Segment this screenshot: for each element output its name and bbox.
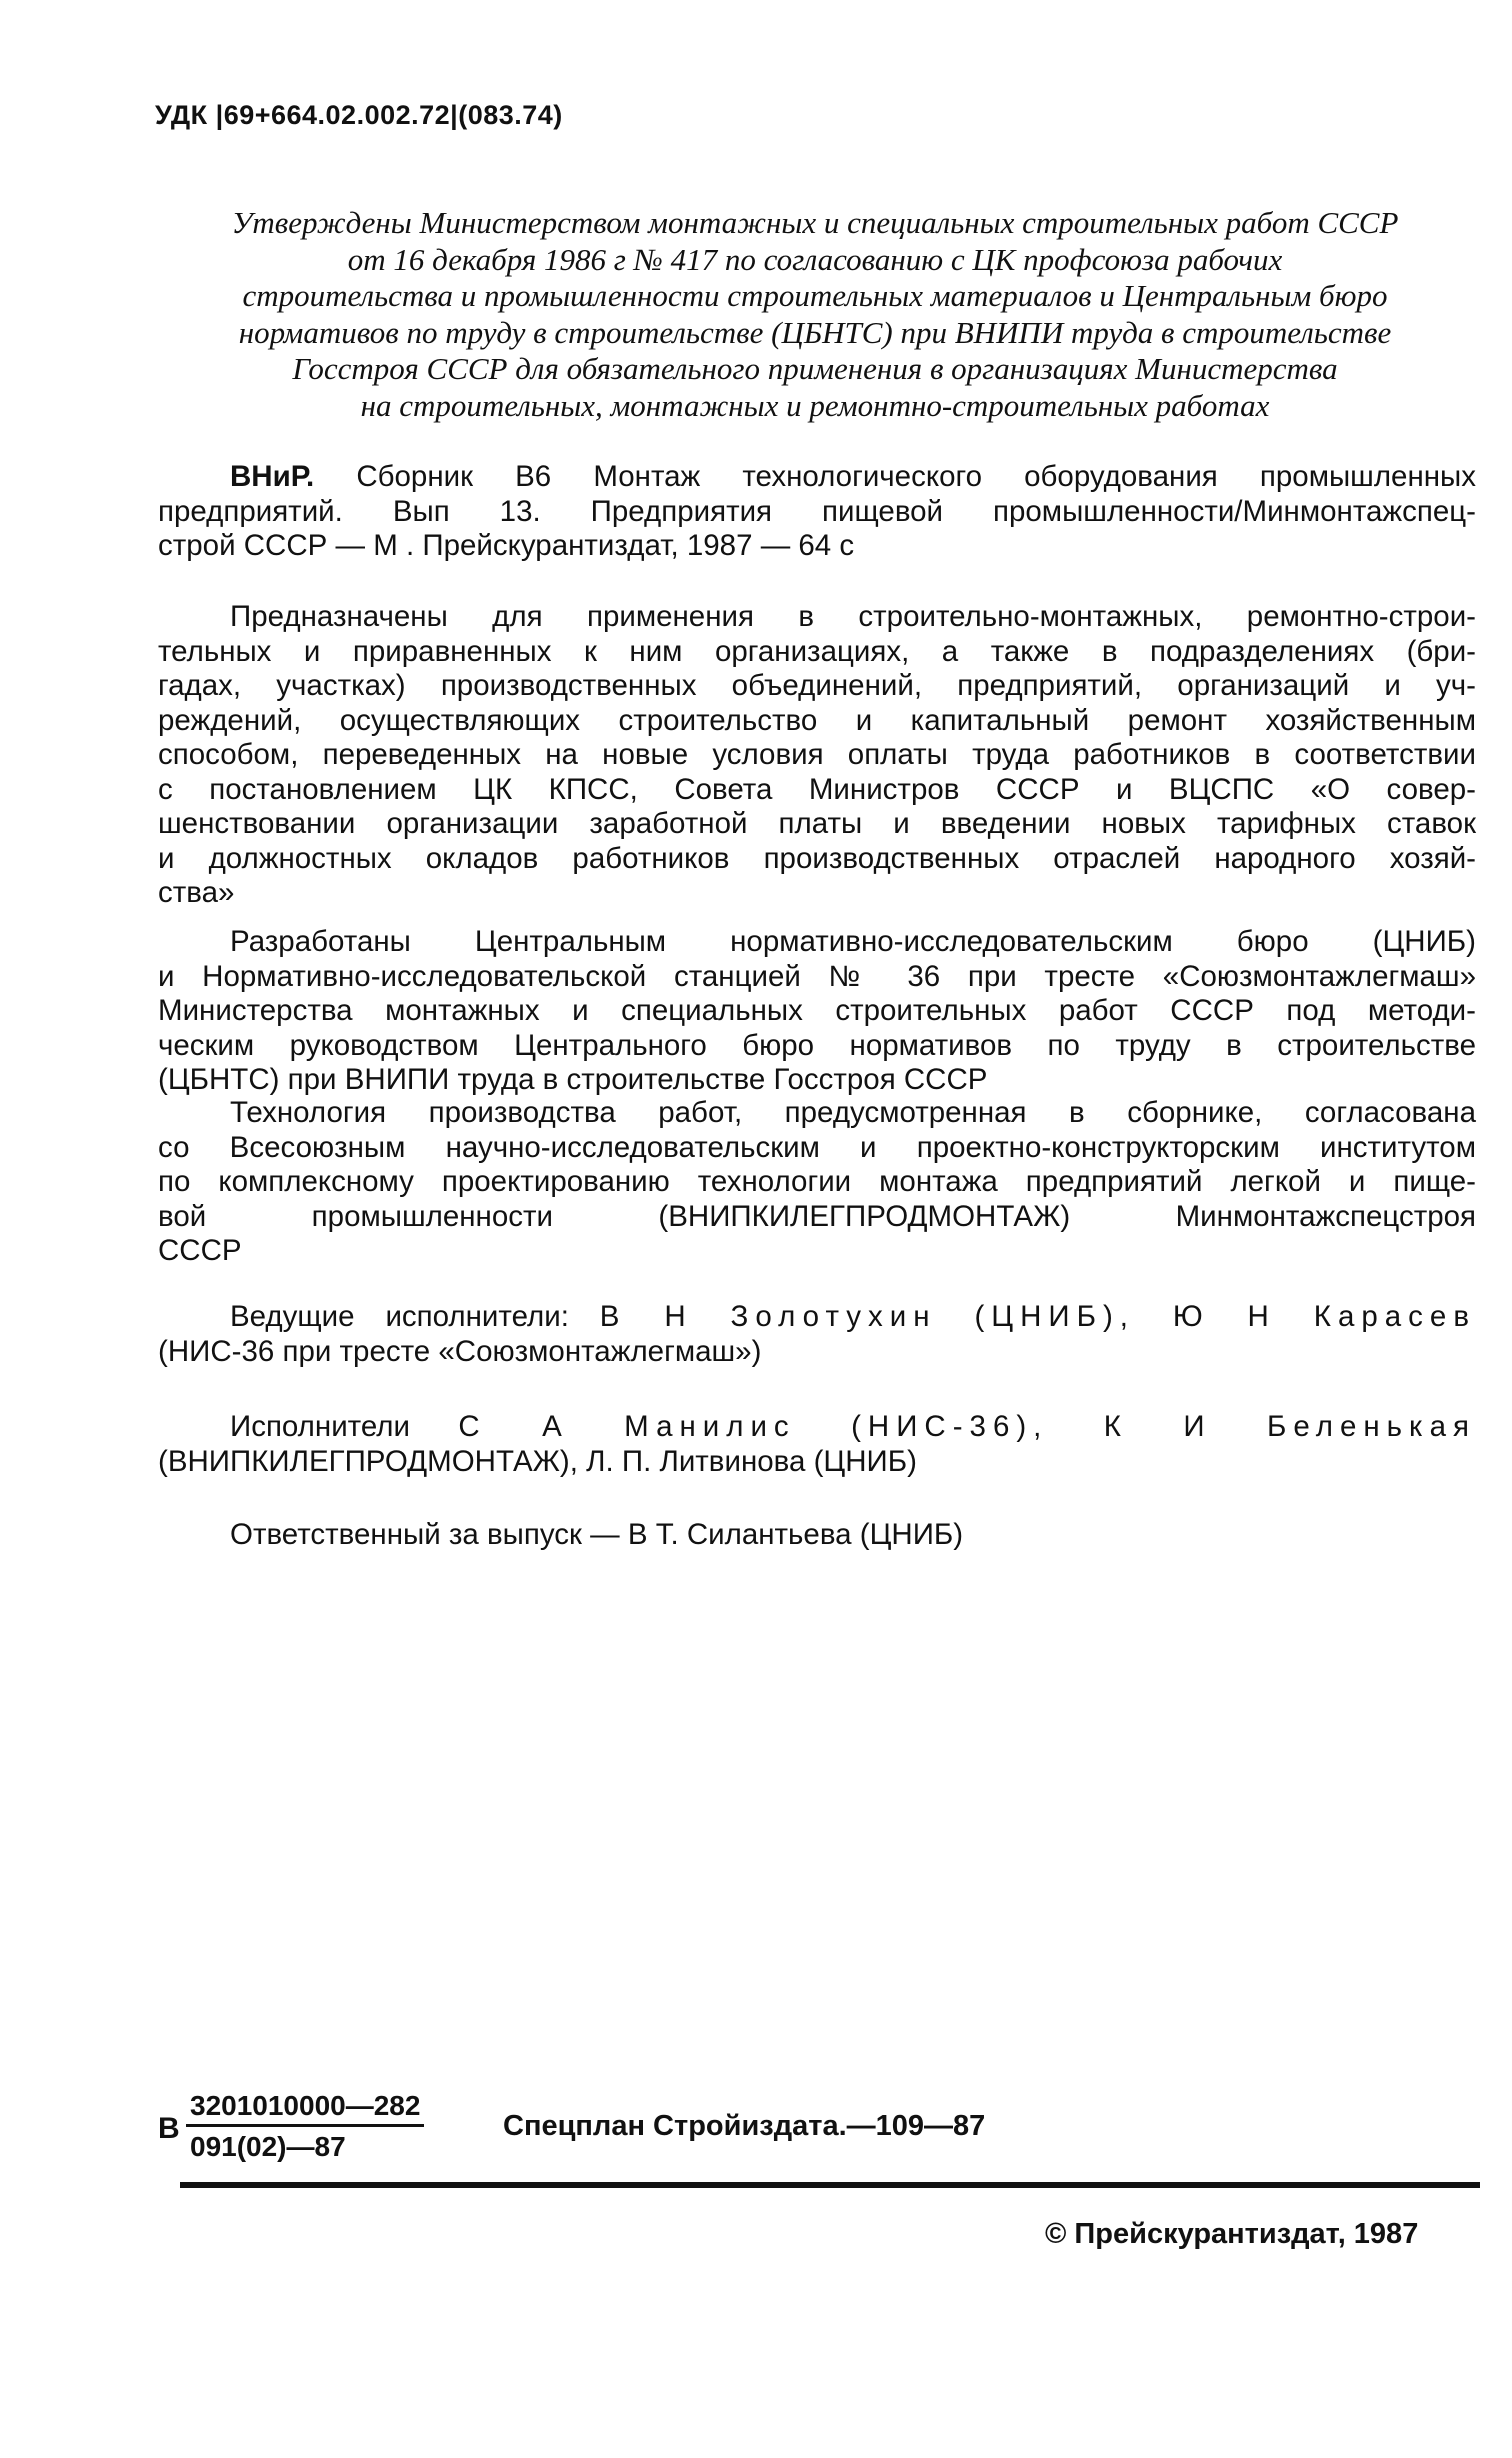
lead-executors-line <box>158 1300 1476 1335</box>
responsible-editor <box>158 1518 1476 1553</box>
imprint-index-fraction <box>186 2090 424 2163</box>
approval-line: Госстроя СССР для обязательного применения в организациях Министерства <box>292 351 1338 386</box>
annotation-line: с постановлением ЦК КПСС, Совета Министров СССР и ВЦСПС «О совер- <box>158 772 1476 806</box>
lead-executors-names: В Н Золотухин (ЦНИБ), Ю Н Карасев <box>599 1300 1476 1333</box>
lead-executors-label: Ведущие исполнители: <box>230 1300 569 1333</box>
executors-names: С А Манилис (НИС-36), К И Беленькая <box>458 1410 1476 1443</box>
bibliography-line <box>158 460 1476 495</box>
annotation-line: гадах, участках) производственных объединений, предприятий, организаций и уч- <box>158 669 1476 702</box>
technology-line: со Всесоюзным научно-исследовательским и проектно-конструкторским институтом <box>158 1130 1476 1164</box>
annotation-paragraph <box>158 600 1476 911</box>
developers-line: и Нормативно-исследовательской станцией № 36 при тресте «Союзмонтажлегмаш» <box>158 959 1476 993</box>
imprint-denominator: 091(02)—87 <box>190 2131 346 2162</box>
approval-statement <box>155 205 1475 424</box>
technology-line: вой промышленности (ВНИПКИЛЕГПРОДМОНТАЖ) Минмонтажспецстроя <box>158 1199 1476 1233</box>
bibliography-line: строй СССР — М . Прейскурантиздат, 1987 — 64 с <box>158 529 855 562</box>
bibliographic-record <box>158 460 1476 564</box>
approval-line: строительства и промышленности строительных материалов и Центральным бюро <box>242 278 1388 313</box>
approval-line: нормативов по труду в строительстве (ЦБНТС) при ВНИПИ труда в строительстве <box>238 314 1392 350</box>
approval-line: от 16 декабря 1986 г № 417 по согласованию с ЦК профсоюза рабочих <box>347 241 1283 277</box>
technology-line: по комплексному проектированию технологии монтажа предприятий легкой и пище- <box>158 1165 1476 1198</box>
lead-executors <box>158 1300 1476 1369</box>
approval-line: Утверждены Министерством монтажных и специальных строительных работ СССР <box>231 205 1399 240</box>
developers-line: Разработаны Центральным нормативно-исследовательским бюро (ЦНИБ) <box>230 925 1476 958</box>
imprint-block <box>158 2090 1478 2170</box>
annotation-line: ства» <box>158 876 235 909</box>
developers-line: ческим руководством Центрального бюро нормативов по труду в строительстве <box>158 1028 1476 1062</box>
udk-code: УДК |69+664.02.002.72|(083.74) <box>155 100 563 130</box>
executors-label: Исполнители <box>230 1410 410 1443</box>
responsible-line: Ответственный за выпуск — В Т. Силантьева (ЦНИБ) <box>230 1518 964 1551</box>
annotation-line: реждений, осуществляющих строительство и капитальный ремонт хозяйственным <box>158 703 1476 737</box>
bibliography-title: Сборник В6 Монтаж технологического оборудования промышленных <box>314 460 1476 493</box>
executors-line <box>158 1410 1476 1445</box>
developers-line: Министерства монтажных и специальных строительных работ СССР под методи- <box>158 994 1476 1027</box>
annotation-line: способом, переведенных на новые условия оплаты труда работников в соответствии <box>158 738 1476 771</box>
horizontal-rule <box>180 2182 1480 2188</box>
technology-line: Технология производства работ, предусмотренная в сборнике, согласована <box>230 1096 1476 1129</box>
executors-line: (ВНИПКИЛЕГПРОДМОНТАЖ), Л. П. Литвинова (ЦНИБ) <box>158 1444 917 1478</box>
annotation-line: и должностных окладов работников производственных отраслей народного хозяй- <box>158 841 1476 875</box>
technology-paragraph <box>158 1096 1476 1269</box>
copyright-notice: © Прейскурантиздат, 1987 <box>1045 2218 1419 2250</box>
approval-line: на строительных, монтажных и ремонтно-строительных работах <box>360 387 1270 423</box>
imprint-plan: Спецплан Стройиздата.—109—87 <box>503 2110 986 2142</box>
annotation-line: тельных и приравненных к ним организациях, а также в подразделениях (бри- <box>158 634 1476 668</box>
executors <box>158 1410 1476 1479</box>
imprint-numerator: 3201010000—282 <box>186 2090 424 2127</box>
imprint-letter: В <box>158 2112 180 2145</box>
lead-executors-line: (НИС-36 при тресте «Союзмонтажлегмаш») <box>158 1334 762 1368</box>
bibliography-label: ВНиР. <box>230 460 315 493</box>
annotation-line: Предназначены для применения в строительно-монтажных, ремонтно-строи- <box>230 600 1476 633</box>
developers-line: (ЦБНТС) при ВНИПИ труда в строительстве Госстроя СССР <box>158 1063 988 1096</box>
technology-line: СССР <box>158 1234 242 1267</box>
annotation-line: шенствовании организации заработной платы и введении новых тарифных ставок <box>158 807 1476 840</box>
bibliography-line: предприятий. Вып 13. Предприятия пищевой промышленности/Минмонтажспец- <box>158 494 1476 528</box>
developers-paragraph <box>158 925 1476 1098</box>
